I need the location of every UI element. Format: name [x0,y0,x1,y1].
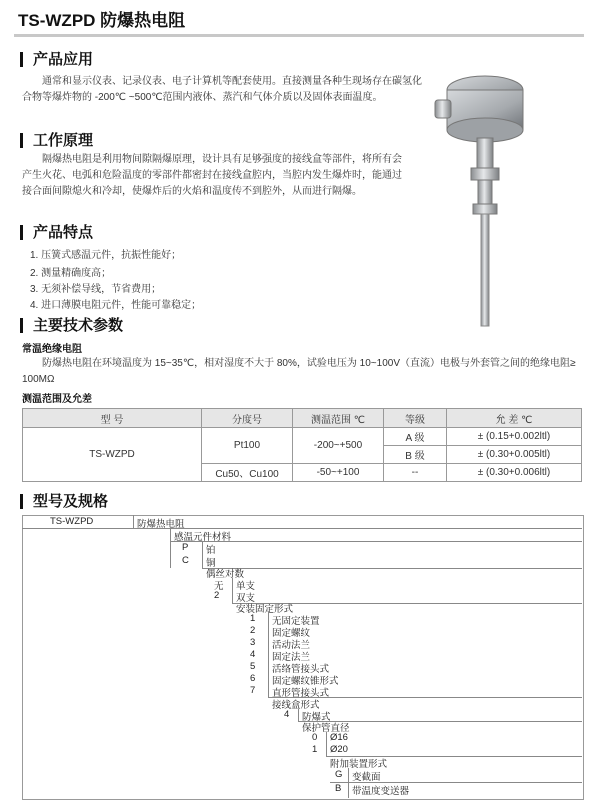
spec-option: 直形管接头式 [272,688,330,699]
spec-option: 固定螺纹锥形式 [272,676,339,687]
spec-extra: 附加装置形式 [330,759,388,770]
spec-option: 铜 [206,558,216,569]
spec-line [268,612,269,697]
spec-option: Ø16 [330,732,348,743]
model-cell: TS-WZPD [23,428,202,482]
title-divider [14,34,584,37]
spec-code: 1 [250,613,256,624]
spec-element-material: 感温元件材料 [174,532,232,543]
grade-cell: B 级 [384,446,447,464]
spec-option: 固定法兰 [272,652,311,663]
spec-code: 7 [250,685,256,696]
insulation-title: 常温绝缘电阻 [22,344,82,355]
spec-option: 无固定装置 [272,616,320,627]
spec-line [170,528,171,568]
insulation-text: 防爆热电阻在环境温度为 15~35℃，相对湿度不大于 80%，试验电压为 10~100V（直流）电极与外套管之间的绝缘电阻≥ 100MΩ [22,358,576,385]
product-image [425,60,585,330]
range-title: 测温范围及允差 [22,394,92,405]
spec-option: 防爆式 [302,712,331,723]
section-application-heading: 产品应用 [20,52,93,67]
spec-option: 双支 [236,593,256,604]
tolerance-table [22,408,582,482]
spec-code: 3 [250,637,256,648]
spec-code: 4 [284,709,290,720]
spec-line [202,568,582,569]
spec-mount: 安装固定形式 [236,604,294,615]
index-cell: Cu50、Cu100 [202,464,293,482]
grade-cell: -- [384,464,447,482]
spec-line [170,541,582,542]
spec-line [348,768,349,798]
spec-option: 活动法兰 [272,640,311,651]
index-cell: Pt100 [202,428,293,464]
col-header: 型 号 [23,409,202,428]
col-header: 测温范围 ℃ [293,409,384,428]
spec-option: 带温度变送器 [352,786,410,797]
feature-item: 4. 进口薄膜电阻元件，性能可靠稳定； [30,300,202,311]
range-cell: -50~+100 [293,464,384,482]
feature-item: 2. 测量精确度高； [30,268,112,279]
spec-option: 活络管接头式 [272,664,330,675]
spec-pairs: 偶丝对数 [206,569,245,580]
col-header: 分度号 [202,409,293,428]
spec-code: G [335,769,343,780]
range-cell: -200~+500 [293,428,384,464]
section-features-heading: 产品特点 [20,225,93,240]
spec-code: 2 [214,590,220,601]
feature-item: 3. 无须补偿导线，节省费用； [30,284,162,295]
spec-line [202,541,203,568]
spec-code: 无 [214,581,224,592]
page-title: TS-WZPD 防爆热电阻 [18,11,186,30]
section-tech-heading: 主要技术参数 [20,318,123,333]
spec-junction: 接线盒形式 [272,700,320,711]
spec-line [232,578,233,604]
spec-line [22,528,582,529]
spec-code: 2 [250,625,256,636]
spec-code: P [182,542,189,553]
spec-option: 单支 [236,581,256,592]
spec-option: 固定螺纹 [272,628,311,639]
col-header: 允 差 ℃ [447,409,582,428]
tol-cell: ± (0.30+0.006ltl) [447,464,582,482]
tol-cell: ± (0.30+0.005ltl) [447,446,582,464]
grade-cell: A 级 [384,428,447,446]
feature-item: 1. 压簧式感温元件，抗振性能好； [30,250,182,261]
spec-tube: 保护管直径 [302,723,350,734]
principle-text: 隔爆热电阻是利用物间隙隔爆原理，设计具有足够强度的接线盒等部件，将所有会产生火花、电弧和危险温度的零部件都密封在接线盒腔内，当腔内发生爆炸时，能通过接合面间隙熄火和冷却，使爆炸后的火焰和温度传不到腔外，从而进行隔爆。 [22,154,402,197]
spec-option: 变截面 [352,772,381,783]
spec-model-desc: 防爆热电阻 [137,519,185,530]
section-principle-heading: 工作原理 [20,133,93,148]
spec-code: 4 [250,649,256,660]
spec-option: 铂 [206,545,216,556]
spec-line [298,709,299,721]
spec-code: C [182,555,189,566]
spec-code: 5 [250,661,256,672]
spec-code: 6 [250,673,256,684]
col-header: 等级 [384,409,447,428]
spec-model: TS-WZPD [50,516,94,527]
tol-cell: ± (0.15+0.002ltl) [447,428,582,446]
spec-line [326,732,327,756]
spec-code: 1 [312,744,318,755]
application-text: 通常和显示仪表、记录仪表、电子计算机等配套使用。直接测量各种生现场存在碳氢化合物等爆炸物的 -200℃ ~500℃范围内液体、蒸汽和气体介质以及固体表面温度。 [22,76,422,103]
section-spec-heading: 型号及规格 [20,494,108,509]
spec-option: Ø20 [330,744,348,755]
spec-line [133,515,134,528]
spec-code: 0 [312,732,318,743]
spec-code: B [335,783,342,794]
